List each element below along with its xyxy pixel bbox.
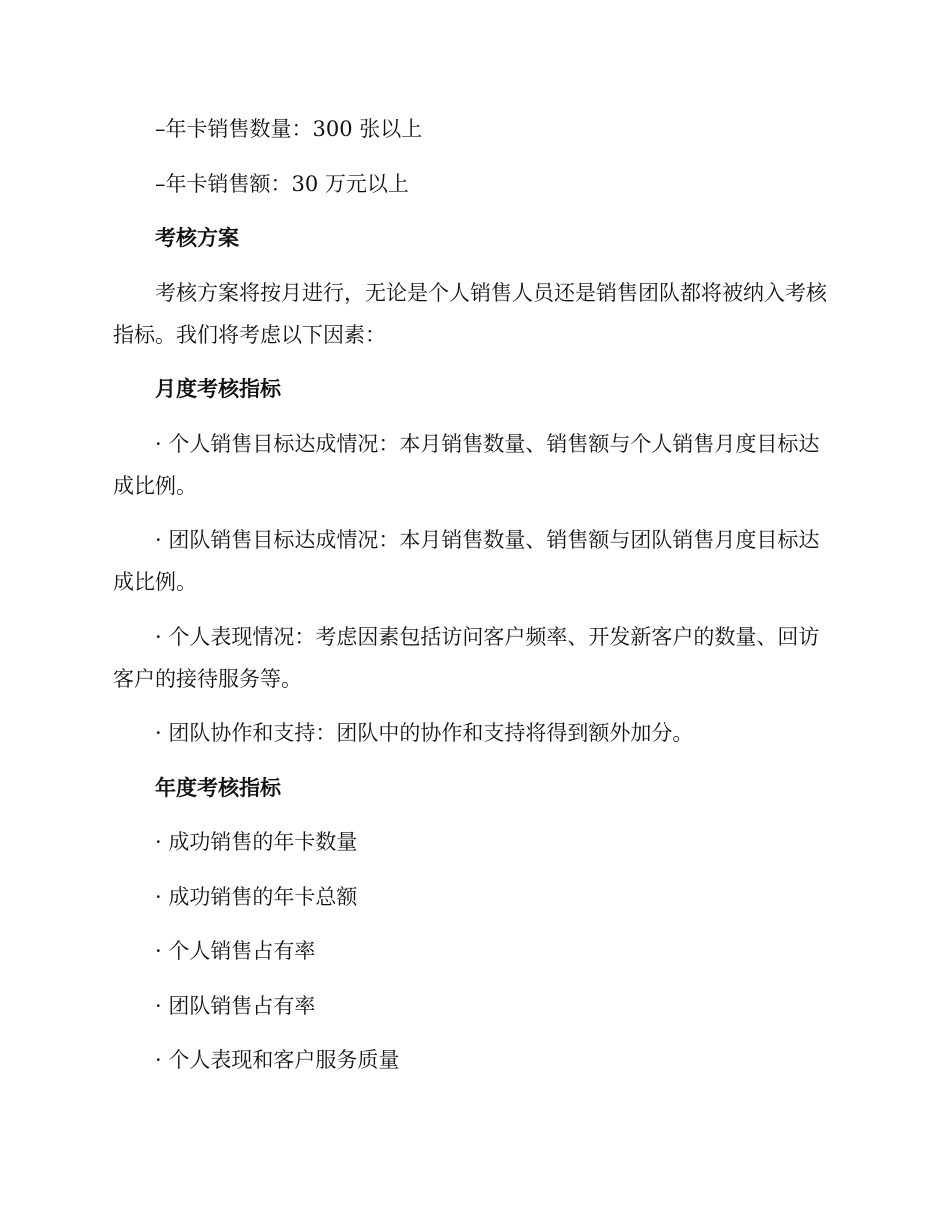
document-body <box>113 108 833 1094</box>
annual-item-card-total: · 成功销售的年卡总额 <box>155 884 358 909</box>
monthly-item-personal-target: · 个人销售目标达成情况：本月销售数量、销售额与个人销售月度目标达成比例。 <box>113 431 820 498</box>
monthly-heading: 月度考核指标 <box>155 376 281 401</box>
annual-item-team-share: · 团队销售占有率 <box>155 993 316 1018</box>
annual-item-card-count: · 成功销售的年卡数量 <box>155 830 358 854</box>
target-amount-line: –年卡销售额：30 万元以上 <box>155 171 409 196</box>
monthly-item-team-collaboration: · 团队协作和支持：团队中的协作和支持将得到额外加分。 <box>155 721 694 745</box>
annual-item-personal-share: · 个人销售占有率 <box>155 939 316 963</box>
monthly-item-personal-performance: · 个人表现情况：考虑因素包括访问客户频率、开发新客户的数量、回访客户的接待服务等。 <box>113 624 820 691</box>
target-quantity-line: –年卡销售数量：300 张以上 <box>155 117 423 141</box>
assessment-heading: 考核方案 <box>155 225 239 250</box>
annual-heading: 年度考核指标 <box>155 774 281 800</box>
annual-item-service-quality: · 个人表现和客户服务质量 <box>155 1048 400 1072</box>
monthly-item-team-target: · 团队销售目标达成情况：本月销售数量、销售额与团队销售月度目标达成比例。 <box>113 528 820 594</box>
assessment-intro: 考核方案将按月进行，无论是个人销售人员还是销售团队都将被纳入考核指标。我们将考虑以下因素： <box>113 280 827 347</box>
